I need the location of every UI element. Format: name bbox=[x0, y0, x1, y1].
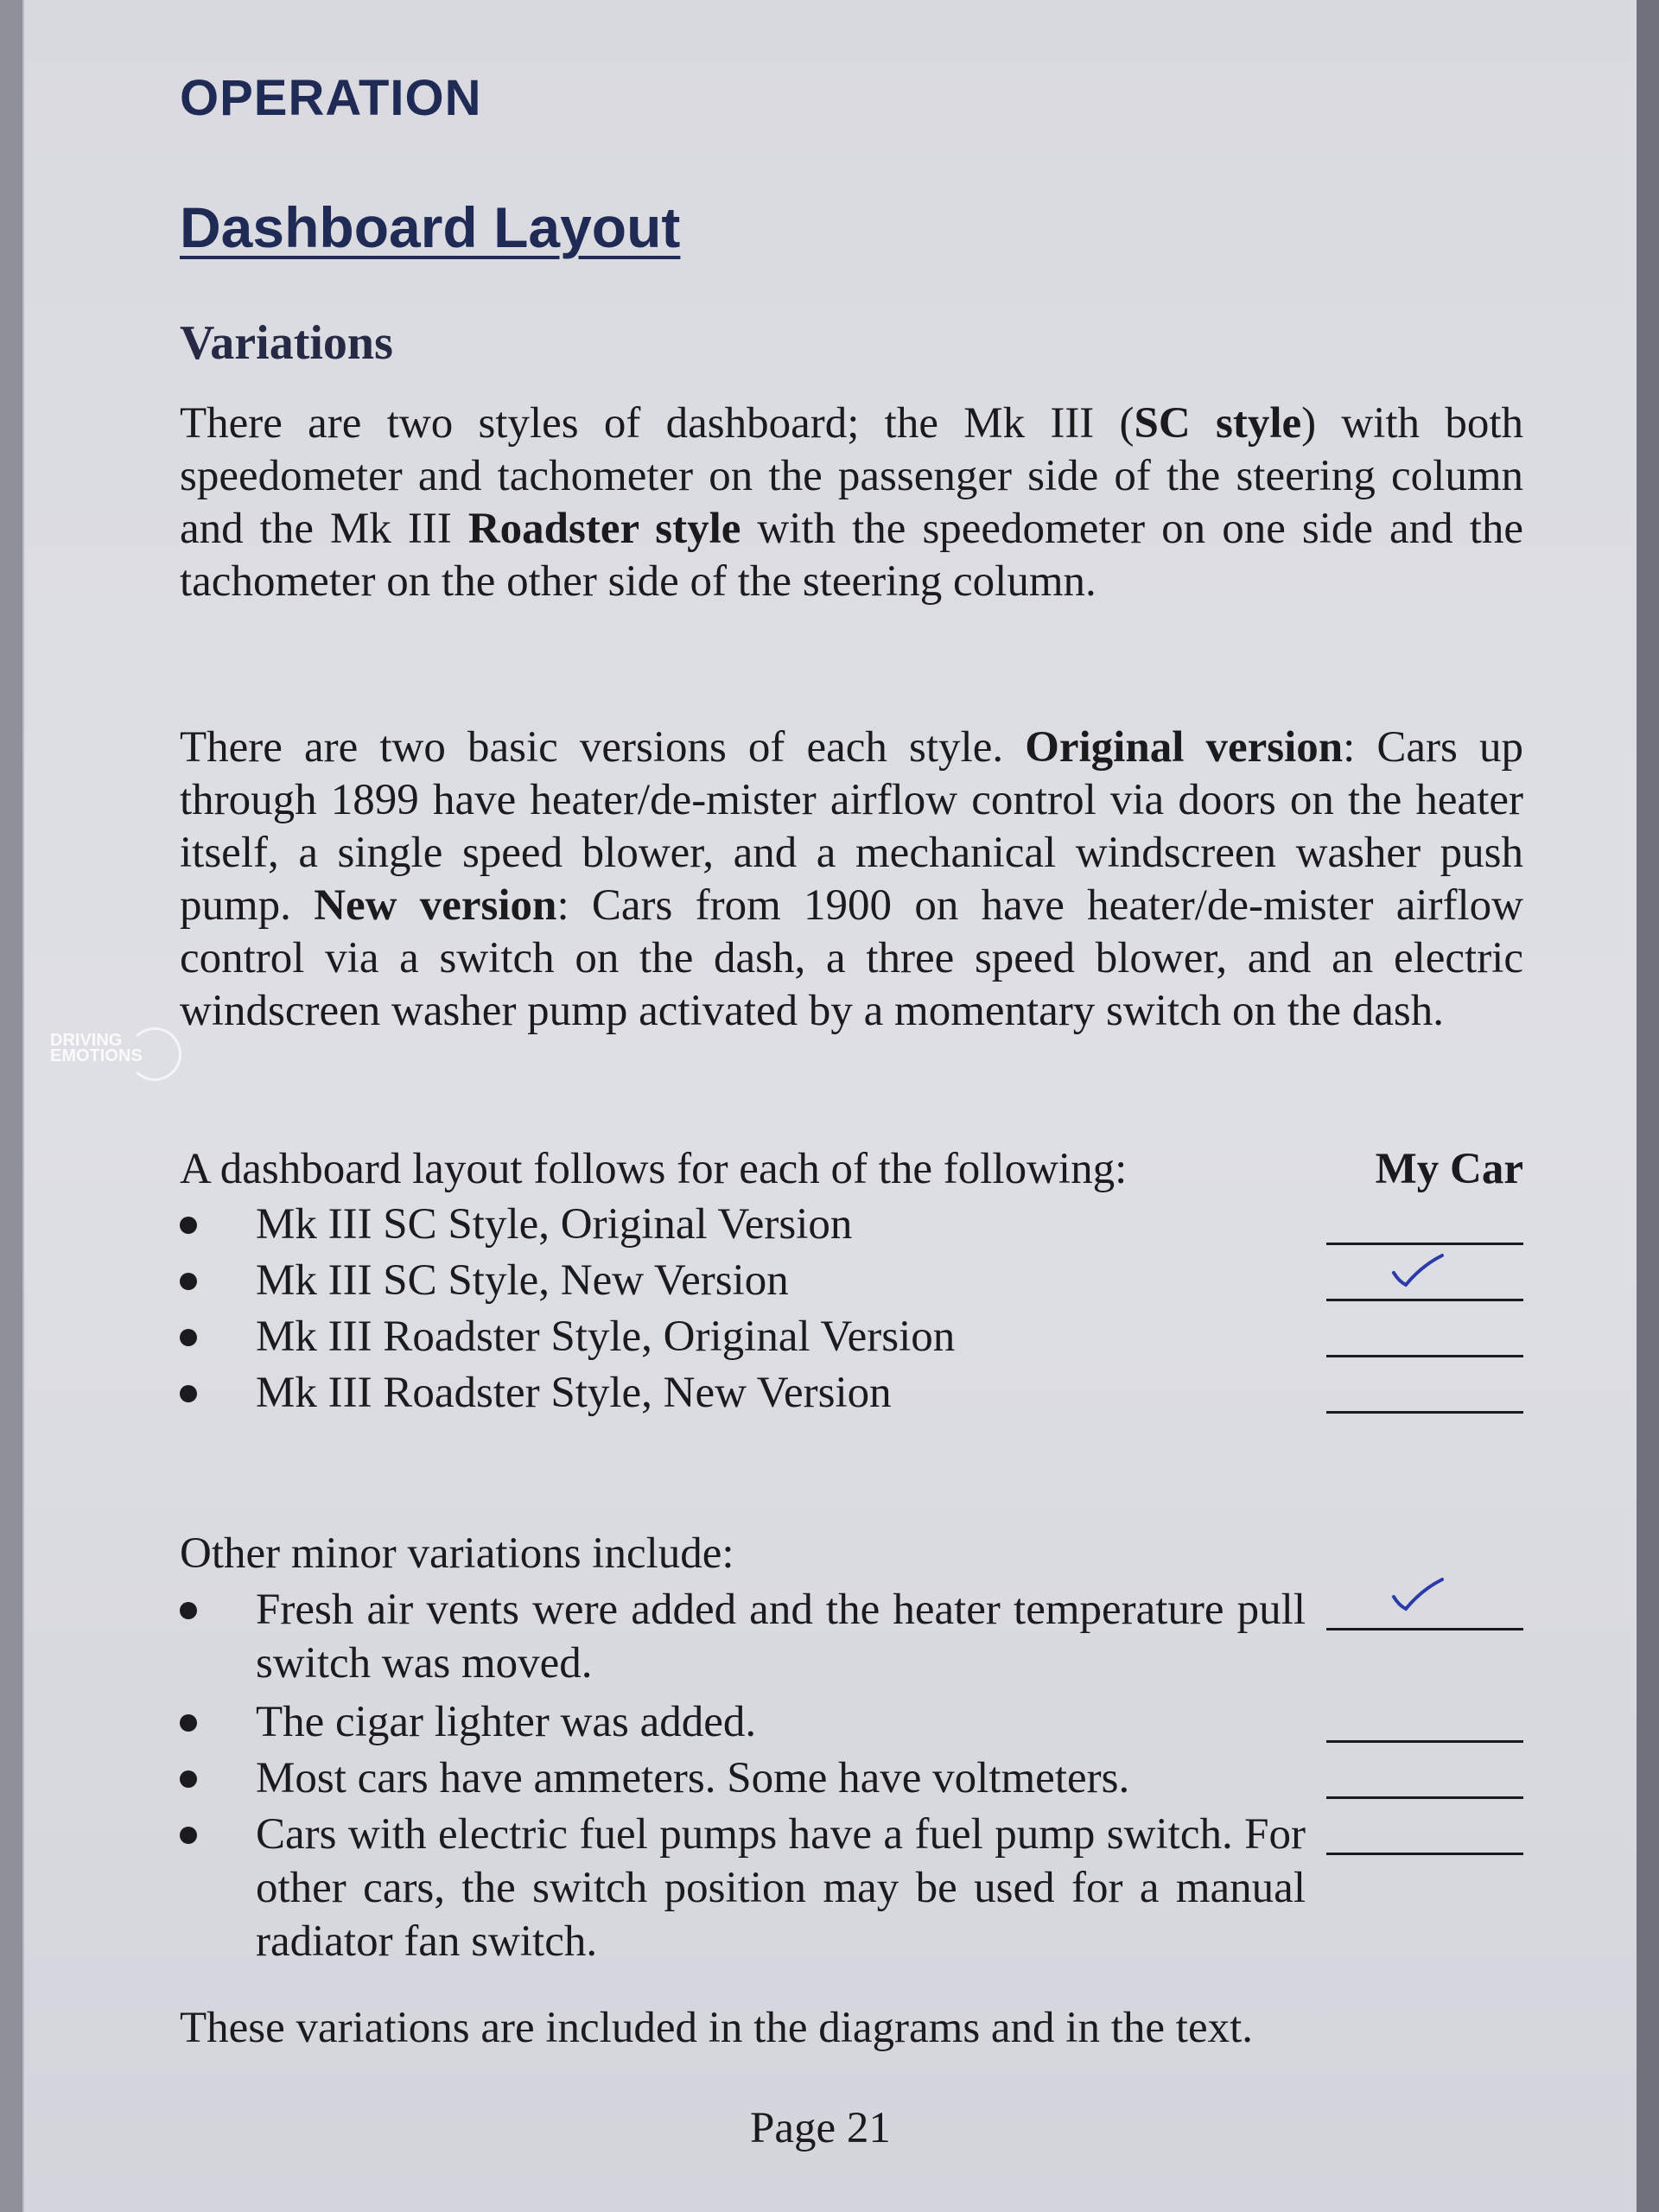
minor-variations-intro: Other minor variations include: bbox=[180, 1529, 734, 1578]
my-car-blank-line[interactable] bbox=[1326, 1243, 1523, 1245]
my-car-blank-line[interactable] bbox=[1326, 1628, 1523, 1630]
p1-bold-roadster-style: Roadster style bbox=[467, 505, 741, 553]
bullet-icon bbox=[180, 1714, 197, 1732]
watermark-arc-icon bbox=[128, 1027, 181, 1081]
page-title: Dashboard Layout bbox=[180, 195, 681, 259]
my-car-blank-line[interactable] bbox=[1326, 1299, 1523, 1301]
p1-text-1: There are two styles of dashboard; the Mk III ( bbox=[180, 399, 1135, 448]
layout-list-intro: A dashboard layout follows for each of the following: bbox=[180, 1145, 1128, 1193]
paragraph-styles bbox=[180, 397, 1523, 608]
list-item-text: The cigar lighter was added. bbox=[256, 1698, 757, 1746]
watermark-logo bbox=[50, 1033, 171, 1093]
page-edge-left bbox=[0, 0, 24, 2212]
p1-text-2: ) with both speedometer and tachometer on the passenger side of the steering column and the Mk III bbox=[180, 399, 1523, 553]
my-car-blank-line[interactable] bbox=[1326, 1355, 1523, 1357]
my-car-blank-line[interactable] bbox=[1326, 1853, 1523, 1855]
bullet-icon bbox=[180, 1329, 197, 1346]
p2-bold-new-version: New version bbox=[314, 881, 557, 930]
page-number: Page 21 bbox=[750, 2104, 891, 2152]
list-item-text: Mk III Roadster Style, New Version bbox=[256, 1369, 892, 1417]
bullet-icon bbox=[180, 1827, 197, 1844]
watermark-line1: DRIVING bbox=[50, 1031, 123, 1050]
list-item-text: Mk III SC Style, New Version bbox=[256, 1256, 789, 1305]
list-item-text: Fresh air vents were added and the heater temperature pull switch was moved. bbox=[256, 1586, 1306, 1688]
page-edge-right bbox=[1637, 0, 1659, 2212]
bullet-icon bbox=[180, 1217, 197, 1234]
bullet-icon bbox=[180, 1602, 197, 1619]
p2-bold-original-version: Original version bbox=[1025, 723, 1344, 772]
p2-text-3: : Cars from 1900 on have heater/de-mister airflow control via a switch on the dash, a three speed blower, and an electric windscreen washer pump activated by a momentary switch on the dash. bbox=[180, 881, 1524, 1035]
p2-text-2: : Cars up through 1899 have heater/de-mister airflow control via doors on the heater itself, a single speed blower, and a mechanical windscreen washer push pump. bbox=[180, 723, 1523, 930]
list-item-text: Cars with electric fuel pumps have a fuel pump switch. For other cars, the switch position may be used for a manual radiator fan switch. bbox=[256, 1810, 1306, 1966]
my-car-column-header: My Car bbox=[1375, 1145, 1523, 1193]
p1-bold-sc-style: SC style bbox=[1134, 399, 1302, 448]
list-item-text: Most cars have ammeters. Some have voltmeters. bbox=[256, 1754, 1130, 1802]
document-page bbox=[24, 0, 1637, 2212]
watermark-line2: EMOTIONS bbox=[50, 1046, 143, 1065]
my-car-blank-line[interactable] bbox=[1326, 1796, 1523, 1799]
my-car-blank-line[interactable] bbox=[1326, 1411, 1523, 1414]
closing-note: These variations are included in the diagrams and in the text. bbox=[180, 2004, 1254, 2052]
bullet-icon bbox=[180, 1273, 197, 1290]
bullet-icon bbox=[180, 1385, 197, 1402]
my-car-blank-line[interactable] bbox=[1326, 1740, 1523, 1743]
paragraph-versions bbox=[180, 721, 1523, 1038]
list-item-text: Mk III SC Style, Original Version bbox=[256, 1200, 853, 1249]
p2-text-1: There are two basic versions of each style. bbox=[180, 723, 1026, 772]
subsection-heading: Variations bbox=[180, 316, 393, 370]
p1-text-3: with the speedometer on one side and the tachometer on the other side of the steering column. bbox=[180, 505, 1524, 606]
list-item-text: Mk III Roadster Style, Original Version bbox=[256, 1313, 956, 1361]
check-mark-icon bbox=[1387, 1571, 1447, 1623]
check-mark-icon bbox=[1387, 1247, 1447, 1299]
section-heading: OPERATION bbox=[180, 70, 482, 126]
bullet-icon bbox=[180, 1770, 197, 1788]
